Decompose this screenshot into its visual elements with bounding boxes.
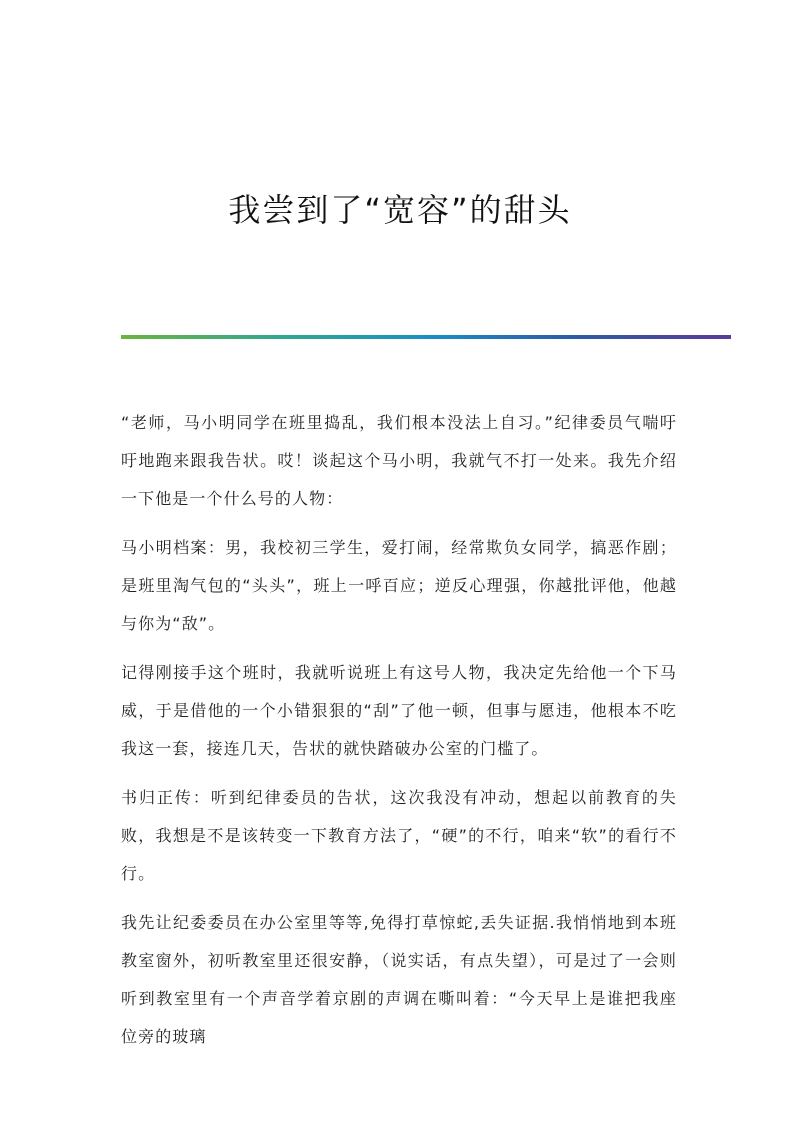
paragraph-observation: 我先让纪委委员在办公室里等等,免得打草惊蛇,丢失证据.我悄悄地到本班教室窗外，初听教室里还很安静，（说实话，有点失望），可是过了一会则听到教室里有一个声音学着京剧的声调在嘶叫着：“今天早上是谁把我座位旁的玻璃: [121, 913, 677, 1046]
document-title: 我尝到了“宽容”的甜头: [228, 191, 572, 229]
paragraph-memory: 记得刚接手这个班时，我就听说班上有这号人物，我决定先给他一个下马威，于是借他的一个小错狠狠的“刮”了他一顿，但事与愿违，他根本不吃我这一套，接连几天，告状的就快踏破办公室的门槛了。: [121, 663, 677, 758]
paragraph-profile: 马小明档案：男，我校初三学生，爱打闹，经常欺负女同学，搞恶作剧；是班里淘气包的“头头”，班上一呼百应；逆反心理强，你越批评他，他越与你为“敌”。: [121, 538, 677, 633]
paragraph-intro: “老师，马小明同学在班里捣乱，我们根本没法上自习。”纪律委员气喘吁吁地跑来跟我告状。哎！谈起这个马小明，我就气不打一处来。我先介绍一下他是一个什么号的人物：: [121, 413, 677, 508]
document-body: [121, 404, 677, 1067]
paragraph-turning-point: 书归正传：听到纪律委员的告状，这次我没有冲动，想起以前教育的失败，我想是不是该转变一下教育方法了，“硬”的不行，咱来“软”的看行不行。: [121, 788, 677, 883]
title-divider: [121, 335, 731, 339]
